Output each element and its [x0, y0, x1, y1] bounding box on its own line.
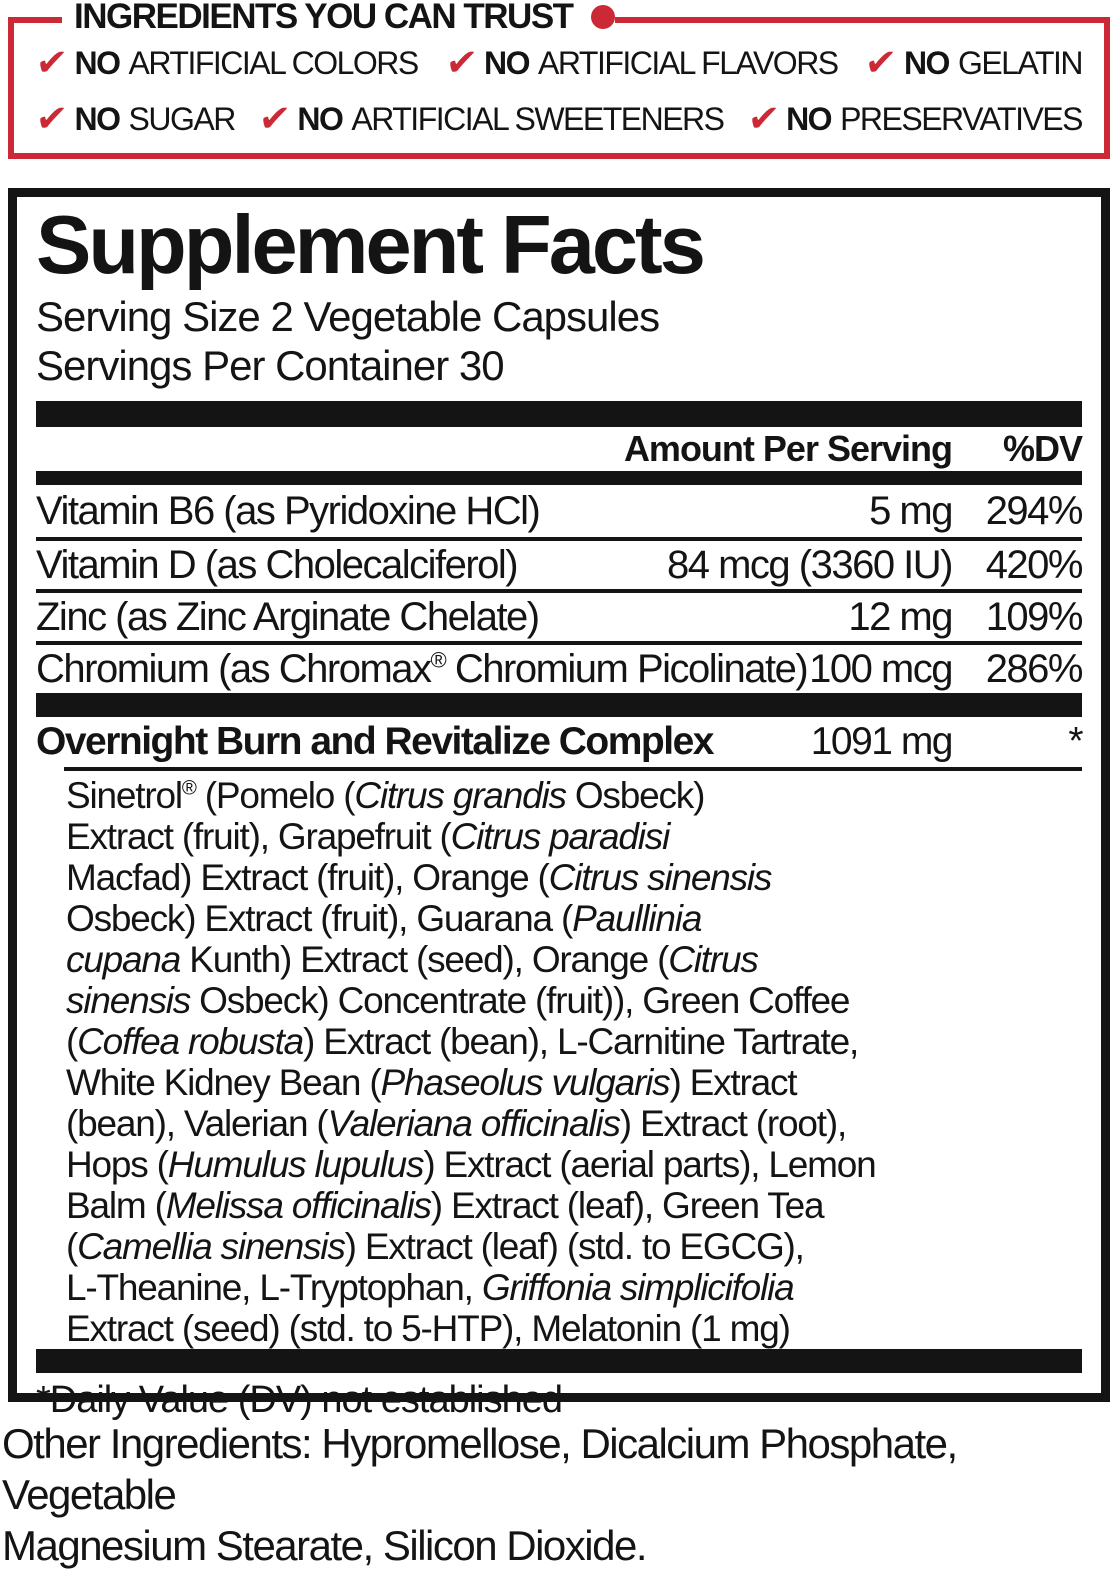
- no-claim-item: [443, 41, 838, 84]
- nutrient-dv: 420%: [985, 543, 1082, 587]
- ingredient-line: Hops (Humulus lupulus) Extract (aerial parts), Lemon: [66, 1144, 876, 1185]
- no-claim-item: [865, 43, 1082, 83]
- no-claim-keyword: NO: [903, 45, 949, 81]
- no-claim-text: GELATIN: [957, 45, 1082, 81]
- no-claim-keyword: NO: [484, 45, 530, 81]
- ingredient-line: Balm (Melissa officinalis) Extract (leaf), Green Tea: [66, 1185, 824, 1226]
- divider-bar-thick: [36, 401, 1082, 427]
- servings-per-container: Servings Per Container 30: [36, 342, 504, 389]
- checkmark-icon: ✔: [33, 97, 68, 140]
- ingredient-line: Extract (seed) (std. to 5-HTP), Melatonin (1 mg): [66, 1308, 790, 1349]
- nutrient-name: Zinc (as Zinc Arginate Chelate): [36, 595, 539, 639]
- ingredient-line: (Coffea robusta) Extract (bean), L-Carnitine Tartrate,: [66, 1021, 859, 1062]
- checkmark-icon: ✔: [443, 41, 478, 84]
- checkmark-icon: ✔: [863, 41, 898, 84]
- checkmark-icon: ✔: [33, 41, 68, 84]
- other-ingredients-line: Other Ingredients: Hypromellose, Dicalcium Phosphate, Vegetable: [2, 1420, 957, 1518]
- trust-banner: [8, 0, 1110, 159]
- complex-dv: *: [1068, 720, 1082, 763]
- ingredient-line: Extract (fruit), Grapefruit (Citrus paradisi: [66, 816, 670, 857]
- no-claim-text: SUGAR: [128, 101, 235, 137]
- divider-bar-thick: [36, 1349, 1082, 1373]
- nutrient-name: Vitamin D (as Cholecalciferol): [36, 543, 518, 587]
- other-ingredients: [2, 1418, 1110, 1571]
- ingredient-line: Sinetrol® (Pomelo (Citrus grandis Osbeck): [66, 775, 705, 816]
- table-row: [36, 589, 1082, 641]
- no-claim-keyword: NO: [74, 101, 120, 137]
- nutrient-rows: [36, 485, 1082, 693]
- panel-title: Supplement Facts: [36, 198, 703, 291]
- serving-size: Serving Size 2 Vegetable Capsules: [36, 293, 660, 340]
- no-claim-keyword: NO: [297, 101, 343, 137]
- no-claim-text: ARTIFICIAL FLAVORS: [538, 45, 838, 81]
- no-claim-item: [745, 97, 1082, 140]
- trust-rows: [33, 41, 1082, 140]
- column-header-row: [36, 427, 1082, 471]
- column-header-amount: Amount Per Serving: [623, 428, 952, 469]
- no-claim-keyword: NO: [74, 45, 120, 81]
- nutrient-amount: 12 mg: [848, 595, 952, 639]
- table-row: [36, 485, 1082, 537]
- divider-bar-medium: [36, 471, 1082, 485]
- complex-row: [36, 717, 1082, 767]
- nutrient-dv: 286%: [985, 647, 1082, 691]
- nutrient-name: Vitamin B6 (as Pyridoxine HCl): [36, 489, 540, 533]
- trust-banner-title-text: INGREDIENTS YOU CAN TRUST: [74, 0, 573, 36]
- trust-row: [33, 97, 1082, 140]
- ingredient-line: L-Theanine, L-Tryptophan, Griffonia simplicifolia: [66, 1267, 794, 1308]
- ingredient-line: (bean), Valerian (Valeriana officinalis) Extract (root),: [66, 1103, 847, 1144]
- table-row: [36, 537, 1082, 589]
- no-claim-item: [33, 97, 235, 140]
- ingredient-line: cupana Kunth) Extract (seed), Orange (Citrus: [66, 939, 758, 980]
- nutrient-name: Chromium (as Chromax® Chromium Picolinate): [36, 647, 808, 691]
- ingredient-line: Osbeck) Extract (fruit), Guarana (Paullinia: [66, 898, 702, 939]
- ingredient-line: White Kidney Bean (Phaseolus vulgaris) Extract: [66, 1062, 797, 1103]
- complex-divider-line: [64, 767, 1082, 771]
- no-claim-text: PRESERVATIVES: [840, 101, 1082, 137]
- complex-name: Overnight Burn and Revitalize Complex: [36, 720, 713, 763]
- other-ingredients-line: Magnesium Stearate, Silicon Dioxide.: [2, 1522, 647, 1569]
- no-claim-text: ARTIFICIAL SWEETENERS: [351, 101, 724, 137]
- nutrient-amount: 5 mg: [869, 489, 952, 533]
- nutrient-amount: 84 mcg (3360 IU): [666, 543, 952, 587]
- no-claim-keyword: NO: [786, 101, 832, 137]
- trust-banner-title: [62, 0, 615, 37]
- ingredient-line: sinensis Osbeck) Concentrate (fruit)), Green Coffee: [66, 980, 850, 1021]
- checkmark-icon: ✔: [256, 97, 291, 140]
- trust-row: [33, 41, 1082, 84]
- nutrient-amount: 100 mcg: [809, 647, 952, 691]
- column-header-dv: %DV: [1002, 428, 1082, 469]
- complex-description: [66, 775, 1082, 1349]
- no-claim-text: ARTIFICIAL COLORS: [128, 45, 418, 81]
- ingredient-line: Macfad) Extract (fruit), Orange (Citrus sinensis: [66, 857, 772, 898]
- nutrient-dv: 294%: [985, 489, 1082, 533]
- supplement-facts-panel: [8, 188, 1110, 1421]
- complex-amount: 1091 mg: [810, 720, 952, 763]
- no-claim-item: [256, 97, 724, 140]
- ingredient-line: (Camellia sinensis) Extract (leaf) (std. to EGCG),: [66, 1226, 804, 1267]
- red-dot-icon: [591, 5, 615, 29]
- dv-footnote: *Daily Value (DV) not established: [36, 1379, 563, 1421]
- divider-bar-thick: [36, 693, 1082, 717]
- no-claim-item: [33, 41, 418, 84]
- checkmark-icon: ✔: [745, 97, 780, 140]
- nutrient-dv: 109%: [985, 595, 1082, 639]
- table-row: [36, 641, 1082, 693]
